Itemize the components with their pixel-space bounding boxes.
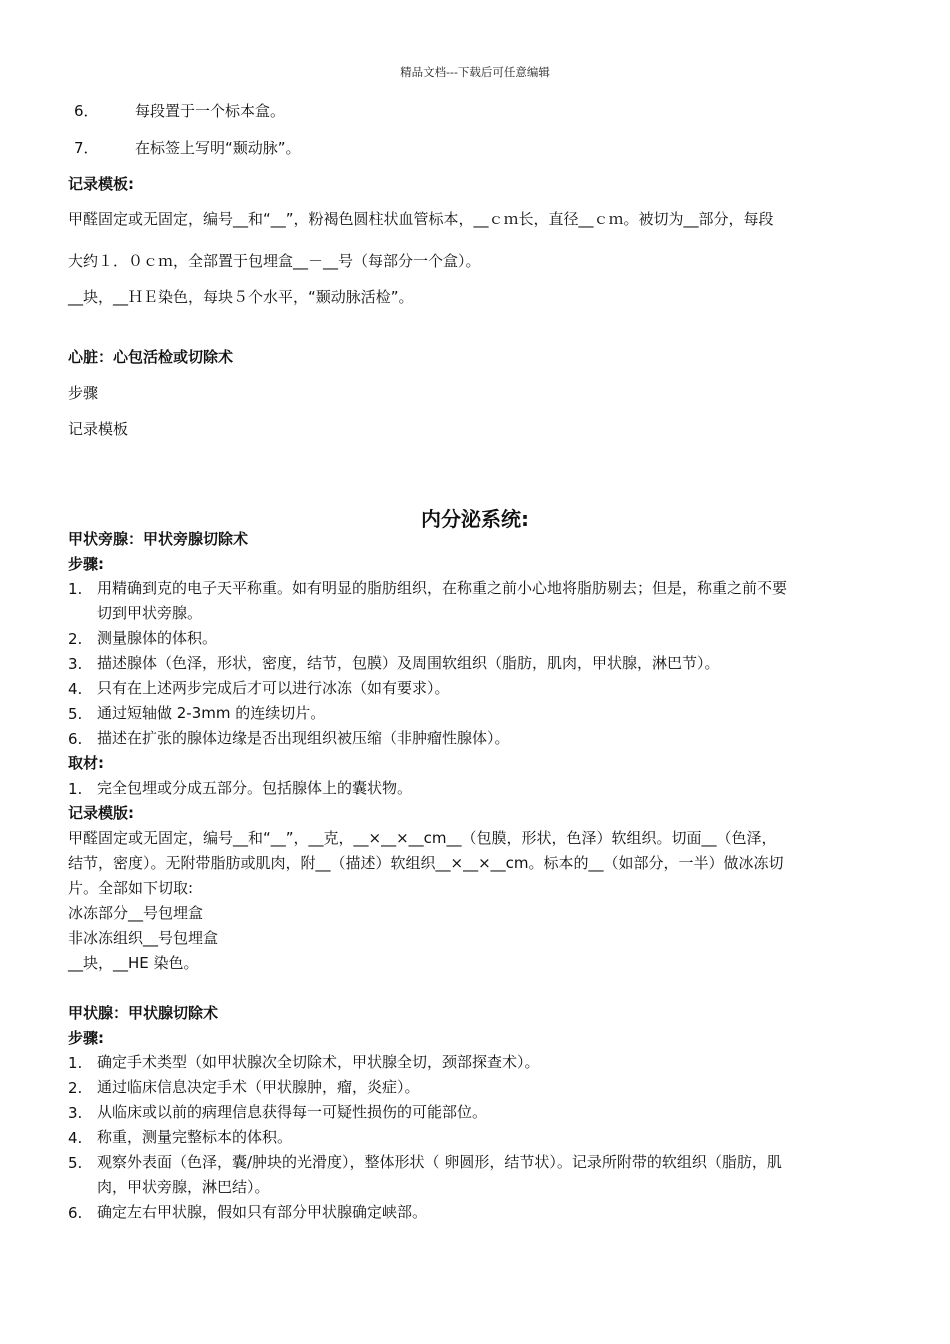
item-6-text: 每段置于一个标本盒。 bbox=[135, 102, 286, 120]
parathyroid-record-line: 甲醛固定或无固定，编号__和“__”，__克，__×__×__cm__（包膜，形状，色泽）软组织。切面__（色泽， bbox=[68, 829, 777, 847]
heart-heading: 心脏：心包活检或切除术 bbox=[68, 348, 234, 366]
parathyroid-record-line: 冰冻部分__号包埋盒 bbox=[68, 904, 204, 922]
parathyroid-record-heading: 记录模版: bbox=[68, 804, 134, 822]
parathyroid-record-line: 片。全部如下切取: bbox=[68, 879, 194, 897]
parathyroid-step-text: 用精确到克的电子天平称重。如有明显的脂肪组织，在称重之前小心地将脂肪剔去；但是，称重之前不要 bbox=[97, 579, 788, 597]
thyroid-step-text: 从临床或以前的病理信息获得每一可疑性损伤的可能部位。 bbox=[97, 1103, 488, 1121]
item-7-text: 在标签上写明“颞动脉”。 bbox=[135, 139, 301, 157]
thyroid-step-text: 通过临床信息决定手术（甲状腺肿，瘤，炎症）。 bbox=[97, 1078, 420, 1096]
parathyroid-step-number: 5. bbox=[68, 705, 83, 723]
parathyroid-step-text: 只有在上述两步完成后才可以进行冰冻（如有要求）。 bbox=[97, 679, 450, 697]
thyroid-step-text: 确定左右甲状腺，假如只有部分甲状腺确定峡部。 bbox=[97, 1203, 428, 1221]
item-7-number: 7． bbox=[74, 139, 99, 157]
parathyroid-heading: 甲状旁腺：甲状旁腺切除术 bbox=[68, 530, 249, 548]
record-line-3: __块，__ＨＥ染色，每块５个水平，“颞动脉活检”。 bbox=[68, 288, 414, 306]
parathyroid-step-number: 1. bbox=[68, 580, 83, 598]
thyroid-step-text: 观察外表面（色泽，囊/肿块的光滑度），整体形状（ 卵圆形，结节状）。记录所附带的软组织（脂肪，肌 bbox=[97, 1153, 782, 1171]
parathyroid-step-number: 6. bbox=[68, 730, 83, 748]
parathyroid-step-number: 2. bbox=[68, 630, 83, 648]
parathyroid-step-text: 通过短轴做 2-3mm 的连续切片。 bbox=[97, 704, 326, 722]
thyroid-steps-heading: 步骤: bbox=[68, 1029, 104, 1047]
parathyroid-record-line: __块，__HE 染色。 bbox=[68, 954, 199, 972]
parathyroid-steps-heading: 步骤: bbox=[68, 555, 104, 573]
thyroid-step-text-cont: 肉，甲状旁腺，淋巴结）。 bbox=[97, 1178, 270, 1196]
thyroid-step-text: 确定手术类型（如甲状腺次全切除术，甲状腺全切，颈部探查术）。 bbox=[97, 1053, 540, 1071]
thyroid-step-number: 3. bbox=[68, 1104, 83, 1122]
heart-template-label: 记录模板 bbox=[68, 420, 129, 438]
parathyroid-record-line: 结节，密度）。无附带脂肪或肌肉，附__（描述）软组织__×__×__cm。标本的__（如部分，一半）做冰冻切 bbox=[68, 854, 784, 872]
sampling-text: 完全包埋或分成五部分。包括腺体上的囊状物。 bbox=[97, 779, 413, 797]
parathyroid-step-number: 4. bbox=[68, 680, 83, 698]
record-line-1: 甲醛固定或无固定，编号__和“__”，粉褐色圆柱状血管标本，__ｃｍ长，直径__ｃｍ。被切为__部分，每段 bbox=[68, 210, 774, 228]
record-line-2: 大约１．０ｃｍ，全部置于包埋盒__－__号（每部分一个盒）。 bbox=[68, 252, 481, 270]
page-header: 精品文档---下载后可任意编辑 bbox=[400, 65, 550, 79]
parathyroid-step-text: 测量腺体的体积。 bbox=[97, 629, 218, 647]
parathyroid-step-text-cont: 切到甲状旁腺。 bbox=[97, 604, 203, 622]
thyroid-step-text: 称重，测量完整标本的体积。 bbox=[97, 1128, 293, 1146]
record-template-heading: 记录模板: bbox=[68, 175, 134, 193]
parathyroid-step-text: 描述腺体（色泽，形状，密度，结节，包膜）及周围软组织（脂肪，肌肉，甲状腺，淋巴节）。 bbox=[97, 654, 720, 672]
thyroid-heading: 甲状腺：甲状腺切除术 bbox=[68, 1004, 219, 1022]
thyroid-step-number: 2. bbox=[68, 1079, 83, 1097]
thyroid-step-number: 6. bbox=[68, 1204, 83, 1222]
item-6-number: 6． bbox=[74, 102, 99, 120]
thyroid-step-number: 4. bbox=[68, 1129, 83, 1147]
section-title: 内分泌系统: bbox=[421, 507, 529, 531]
parathyroid-step-text: 描述在扩张的腺体边缘是否出现组织被压缩（非肿瘤性腺体）。 bbox=[97, 729, 510, 747]
parathyroid-step-number: 3. bbox=[68, 655, 83, 673]
parathyroid-record-line: 非冰冻组织__号包埋盒 bbox=[68, 929, 219, 947]
sampling-heading: 取材: bbox=[68, 754, 104, 772]
thyroid-step-number: 1. bbox=[68, 1054, 83, 1072]
heart-steps-label: 步骤 bbox=[68, 384, 99, 402]
thyroid-step-number: 5. bbox=[68, 1154, 83, 1172]
sampling-number: 1. bbox=[68, 780, 83, 798]
